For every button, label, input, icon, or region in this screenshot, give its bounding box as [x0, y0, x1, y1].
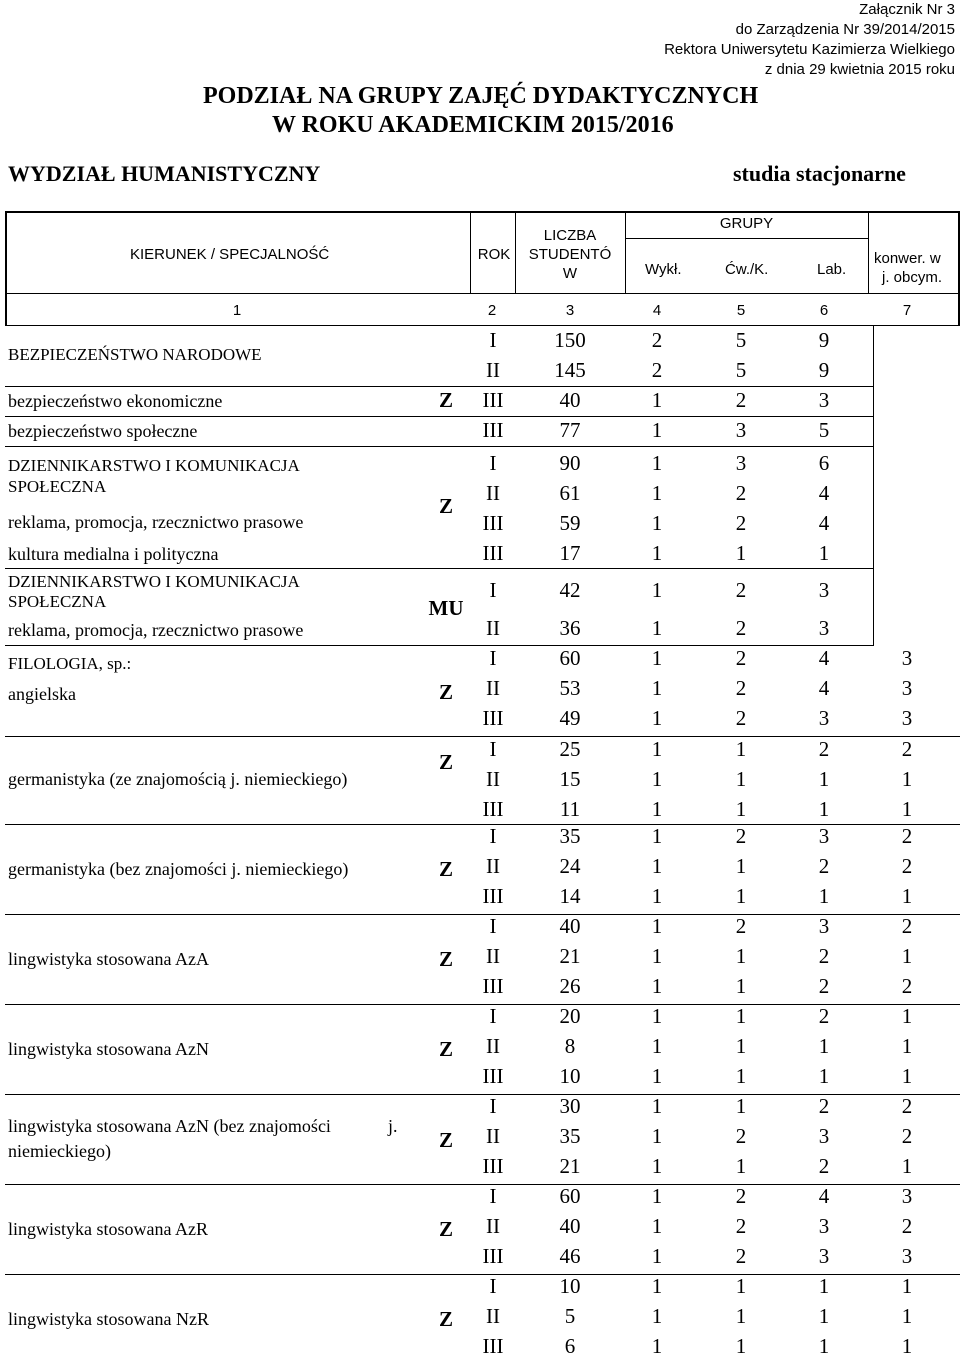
cell-rok: II — [486, 616, 500, 640]
cell-liczba: 40 — [559, 388, 581, 412]
cell-wykl: 1 — [651, 824, 663, 848]
cell-lab: 4 — [818, 676, 830, 700]
cell-lab: 3 — [818, 616, 830, 640]
cell-konw: 3 — [901, 676, 913, 700]
mode-marker: Z — [438, 388, 453, 412]
cell-rok: III — [482, 541, 504, 565]
cell-wykl: 1 — [651, 797, 663, 821]
label-bezpieczenstwo-spoleczne: bezpieczeństwo społeczne — [8, 421, 198, 441]
cell-rok: II — [486, 481, 500, 505]
cell-rok: III — [482, 388, 504, 412]
cell-konw: 2 — [901, 1124, 913, 1148]
cell-liczba: 150 — [554, 328, 586, 352]
cell-rok: I — [489, 1094, 497, 1118]
cell-lab: 4 — [818, 481, 830, 505]
cell-cw: 2 — [735, 706, 747, 730]
cell-wykl: 1 — [651, 418, 663, 442]
cell-liczba: 36 — [559, 616, 581, 640]
cell-cw: 1 — [735, 541, 747, 565]
cell-lab: 3 — [818, 388, 830, 412]
cell-konw: 2 — [901, 854, 913, 878]
cell-liczba: 10 — [559, 1274, 581, 1298]
cell-konw: 1 — [901, 1304, 913, 1328]
cell-rok: II — [486, 854, 500, 878]
cell-liczba: 26 — [559, 974, 581, 998]
cell-rok: II — [486, 1124, 500, 1148]
label-reklama-2: reklama, promocja, rzecznictwo prasowe — [8, 620, 304, 640]
cell-rok: III — [482, 1244, 504, 1268]
cell-rok: II — [486, 1214, 500, 1238]
cell-wykl: 1 — [651, 974, 663, 998]
cell-liczba: 5 — [564, 1304, 576, 1328]
cell-rok: III — [482, 1334, 504, 1358]
colnum-2: 2 — [487, 302, 497, 319]
cell-rok: I — [489, 328, 497, 352]
cell-cw: 2 — [735, 914, 747, 938]
cell-lab: 2 — [818, 737, 830, 761]
cell-wykl: 1 — [651, 578, 663, 602]
cell-konw: 3 — [901, 706, 913, 730]
label-lingwistyka-nzr: lingwistyka stosowana NzR — [8, 1309, 209, 1329]
cell-liczba: 77 — [559, 418, 581, 442]
cell-cw: 2 — [735, 481, 747, 505]
cell-rok: I — [489, 451, 497, 475]
cell-konw: 1 — [901, 944, 913, 968]
cell-wykl: 1 — [651, 1304, 663, 1328]
cell-cw: 1 — [735, 1334, 747, 1358]
colnum-7: 7 — [902, 302, 912, 319]
cell-liczba: 40 — [559, 914, 581, 938]
cell-wykl: 1 — [651, 451, 663, 475]
cell-rok: III — [482, 418, 504, 442]
cell-wykl: 1 — [651, 1244, 663, 1268]
colnum-5: 5 — [736, 302, 746, 319]
header-liczba-2: STUDENTÓ — [528, 246, 612, 263]
faculty-name: WYDZIAŁ HUMANISTYCZNY — [8, 161, 321, 186]
cell-wykl: 1 — [651, 1124, 663, 1148]
cell-wykl: 1 — [651, 481, 663, 505]
cell-cw: 2 — [735, 676, 747, 700]
cell-konw: 1 — [901, 767, 913, 791]
cell-cw: 1 — [735, 1094, 747, 1118]
cell-wykl: 1 — [651, 944, 663, 968]
cell-wykl: 1 — [651, 1154, 663, 1178]
label-lingwistyka-aza: lingwistyka stosowana AzA — [8, 949, 209, 969]
page-title-line2: W ROKU AKADEMICKIM 2015/2016 — [272, 112, 674, 138]
mode-marker: Z — [438, 1307, 453, 1331]
cell-cw: 1 — [735, 1154, 747, 1178]
cell-lab: 6 — [818, 451, 830, 475]
label-filologia: FILOLOGIA, sp.: — [8, 654, 132, 673]
cell-wykl: 1 — [651, 854, 663, 878]
cell-lab: 3 — [818, 914, 830, 938]
label-germanistyka-ze: germanistyka (ze znajomością j. niemieckiego) — [8, 769, 348, 789]
cell-liczba: 42 — [559, 578, 581, 602]
cell-konw: 3 — [901, 1184, 913, 1208]
label-reklama-1: reklama, promocja, rzecznictwo prasowe — [8, 512, 304, 532]
cell-lab: 9 — [818, 328, 830, 352]
cell-lab: 4 — [818, 511, 830, 535]
cell-wykl: 2 — [651, 358, 663, 382]
cell-rok: I — [489, 1004, 497, 1028]
cell-lab: 2 — [818, 1154, 830, 1178]
cell-liczba: 53 — [559, 676, 581, 700]
cell-liczba: 30 — [559, 1094, 581, 1118]
cell-liczba: 61 — [559, 481, 581, 505]
cell-wykl: 1 — [651, 914, 663, 938]
header-grupy: GRUPY — [719, 215, 774, 232]
cell-liczba: 25 — [559, 737, 581, 761]
header-rok: ROK — [477, 246, 511, 263]
header-konwer-2: j. obcym. — [882, 269, 943, 286]
cell-liczba: 10 — [559, 1064, 581, 1088]
header-konwer-1: konwer. w — [874, 250, 941, 267]
mode-marker: MU — [428, 596, 464, 620]
cell-lab: 1 — [818, 884, 830, 908]
cell-konw: 2 — [901, 914, 913, 938]
cell-wykl: 2 — [651, 328, 663, 352]
cell-rok: I — [489, 824, 497, 848]
mode-marker: Z — [438, 1128, 453, 1152]
cell-rok: III — [482, 706, 504, 730]
cell-cw: 1 — [735, 854, 747, 878]
cell-lab: 3 — [818, 1214, 830, 1238]
cell-liczba: 17 — [559, 541, 581, 565]
cell-wykl: 1 — [651, 1064, 663, 1088]
cell-liczba: 49 — [559, 706, 581, 730]
cell-lab: 4 — [818, 646, 830, 670]
cell-rok: III — [482, 797, 504, 821]
cell-wykl: 1 — [651, 1274, 663, 1298]
cell-wykl: 1 — [651, 737, 663, 761]
cell-wykl: 1 — [651, 884, 663, 908]
cell-cw: 1 — [735, 797, 747, 821]
cell-wykl: 1 — [651, 706, 663, 730]
cell-wykl: 1 — [651, 767, 663, 791]
mode-marker: Z — [438, 857, 453, 881]
header-liczba-3: W — [562, 265, 578, 282]
label-germanistyka-bez: germanistyka (bez znajomości j. niemieckiego) — [8, 859, 349, 879]
cell-lab: 2 — [818, 1094, 830, 1118]
colnum-6: 6 — [819, 302, 829, 319]
cell-konw: 3 — [901, 1244, 913, 1268]
cell-liczba: 40 — [559, 1214, 581, 1238]
header-kierunek: KIERUNEK / SPECJALNOŚĆ — [130, 246, 330, 263]
cell-cw: 2 — [735, 511, 747, 535]
cell-lab: 2 — [818, 974, 830, 998]
cell-liczba: 24 — [559, 854, 581, 878]
label-bezpieczenstwo-ekonomiczne: bezpieczeństwo ekonomiczne — [8, 391, 223, 411]
cell-lab: 1 — [818, 1064, 830, 1088]
cell-cw: 1 — [735, 1274, 747, 1298]
cell-cw: 2 — [735, 1214, 747, 1238]
cell-wykl: 1 — [651, 1184, 663, 1208]
cell-liczba: 46 — [559, 1244, 581, 1268]
cell-cw: 2 — [735, 824, 747, 848]
header-cw: Ćw./K. — [725, 261, 769, 278]
header-wykl: Wykł. — [645, 261, 682, 278]
cell-rok: III — [482, 884, 504, 908]
cell-liczba: 60 — [559, 1184, 581, 1208]
cell-lab: 1 — [818, 1034, 830, 1058]
colnum-4: 4 — [652, 302, 662, 319]
cell-wykl: 1 — [651, 1334, 663, 1358]
label-lingwistyka-azr: lingwistyka stosowana AzR — [8, 1219, 208, 1239]
cell-cw: 1 — [735, 884, 747, 908]
mode-marker: Z — [438, 1037, 453, 1061]
header-lab: Lab. — [817, 261, 847, 278]
cell-wykl: 1 — [651, 541, 663, 565]
label-dziennikarstwo-2b: SPOŁECZNA — [8, 592, 107, 611]
cell-liczba: 21 — [559, 944, 581, 968]
label-lingwistyka-azn-bez-1: lingwistyka stosowana AzN (bez znajomości — [8, 1116, 331, 1136]
cell-lab: 9 — [818, 358, 830, 382]
cell-cw: 1 — [735, 767, 747, 791]
cell-wykl: 1 — [651, 676, 663, 700]
cell-cw: 1 — [735, 1304, 747, 1328]
mode-marker: Z — [438, 1217, 453, 1241]
cell-rok: I — [489, 737, 497, 761]
cell-rok: II — [486, 1034, 500, 1058]
cell-liczba: 35 — [559, 1124, 581, 1148]
cell-rok: I — [489, 1274, 497, 1298]
cell-wykl: 1 — [651, 1034, 663, 1058]
cell-wykl: 1 — [651, 1094, 663, 1118]
label-dziennikarstwo-2a: DZIENNIKARSTWO I KOMUNIKACJA — [8, 572, 300, 591]
cell-lab: 5 — [818, 418, 830, 442]
cell-cw: 5 — [735, 358, 747, 382]
cell-konw: 1 — [901, 797, 913, 821]
cell-lab: 3 — [818, 1124, 830, 1148]
cell-rok: II — [486, 944, 500, 968]
mode-marker: Z — [438, 750, 453, 774]
cell-wykl: 1 — [651, 388, 663, 412]
annex-decree: do Zarządzenia Nr 39/2014/2015 — [735, 21, 955, 38]
cell-lab: 3 — [818, 706, 830, 730]
cell-lab: 4 — [818, 1184, 830, 1208]
cell-konw: 2 — [901, 824, 913, 848]
cell-liczba: 20 — [559, 1004, 581, 1028]
annex-number: Załącznik Nr 3 — [859, 1, 955, 18]
cell-rok: II — [486, 767, 500, 791]
cell-konw: 2 — [901, 1214, 913, 1238]
cell-cw: 2 — [735, 1124, 747, 1148]
study-mode: studia stacjonarne — [733, 161, 906, 186]
cell-lab: 3 — [818, 824, 830, 848]
cell-rok: I — [489, 914, 497, 938]
cell-cw: 1 — [735, 1004, 747, 1028]
cell-rok: I — [489, 578, 497, 602]
cell-cw: 2 — [735, 616, 747, 640]
annex-date: z dnia 29 kwietnia 2015 roku — [764, 61, 955, 78]
cell-lab: 3 — [818, 1244, 830, 1268]
cell-rok: II — [486, 676, 500, 700]
cell-liczba: 60 — [559, 646, 581, 670]
cell-cw: 3 — [735, 418, 747, 442]
cell-lab: 1 — [818, 1304, 830, 1328]
mode-marker: Z — [438, 494, 453, 518]
cell-cw: 5 — [735, 328, 747, 352]
header-liczba-1: LICZBA — [543, 227, 597, 244]
cell-konw: 2 — [901, 1094, 913, 1118]
cell-liczba: 6 — [564, 1334, 576, 1358]
cell-lab: 1 — [818, 1274, 830, 1298]
cell-lab: 1 — [818, 541, 830, 565]
cell-liczba: 59 — [559, 511, 581, 535]
cell-wykl: 1 — [651, 511, 663, 535]
cell-liczba: 90 — [559, 451, 581, 475]
cell-liczba: 21 — [559, 1154, 581, 1178]
cell-rok: III — [482, 511, 504, 535]
cell-konw: 1 — [901, 1004, 913, 1028]
mode-marker: Z — [438, 947, 453, 971]
cell-liczba: 14 — [559, 884, 581, 908]
cell-cw: 2 — [735, 1184, 747, 1208]
cell-rok: II — [486, 358, 500, 382]
cell-cw: 1 — [735, 1064, 747, 1088]
cell-cw: 1 — [735, 974, 747, 998]
cell-cw: 1 — [735, 944, 747, 968]
cell-konw: 1 — [901, 1064, 913, 1088]
cell-lab: 1 — [818, 1334, 830, 1358]
label-lingwistyka-azn: lingwistyka stosowana AzN — [8, 1039, 209, 1059]
cell-liczba: 145 — [554, 358, 586, 382]
cell-liczba: 15 — [559, 767, 581, 791]
label-lingwistyka-azn-bez-j: j. — [388, 1116, 398, 1136]
cell-cw: 3 — [735, 451, 747, 475]
cell-rok: III — [482, 1064, 504, 1088]
cell-lab: 2 — [818, 1004, 830, 1028]
cell-rok: I — [489, 646, 497, 670]
annex-rector: Rektora Uniwersytetu Kazimierza Wielkiego — [664, 41, 955, 58]
colnum-1: 1 — [232, 302, 242, 319]
cell-cw: 1 — [735, 1034, 747, 1058]
cell-liczba: 8 — [564, 1034, 576, 1058]
colnum-3: 3 — [565, 302, 575, 319]
cell-cw: 1 — [735, 737, 747, 761]
cell-rok: I — [489, 1184, 497, 1208]
cell-wykl: 1 — [651, 646, 663, 670]
cell-konw: 1 — [901, 1034, 913, 1058]
cell-rok: III — [482, 974, 504, 998]
mode-marker: Z — [438, 680, 453, 704]
cell-cw: 2 — [735, 646, 747, 670]
cell-konw: 1 — [901, 1334, 913, 1358]
cell-konw: 2 — [901, 737, 913, 761]
cell-konw: 2 — [901, 974, 913, 998]
cell-cw: 2 — [735, 578, 747, 602]
cell-konw: 1 — [901, 884, 913, 908]
label-dziennikarstwo-1b: SPOŁECZNA — [8, 477, 107, 496]
cell-wykl: 1 — [651, 1004, 663, 1028]
label-lingwistyka-azn-bez-2: niemieckiego) — [8, 1141, 111, 1161]
cell-cw: 2 — [735, 1244, 747, 1268]
cell-konw: 1 — [901, 1154, 913, 1178]
cell-konw: 1 — [901, 1274, 913, 1298]
cell-lab: 1 — [818, 767, 830, 791]
cell-wykl: 1 — [651, 616, 663, 640]
label-dziennikarstwo-1a: DZIENNIKARSTWO I KOMUNIKACJA — [8, 456, 300, 475]
cell-wykl: 1 — [651, 1214, 663, 1238]
cell-liczba: 35 — [559, 824, 581, 848]
cell-liczba: 11 — [559, 797, 581, 821]
cell-konw: 3 — [901, 646, 913, 670]
cell-rok: II — [486, 1304, 500, 1328]
page-title-line1: PODZIAŁ NA GRUPY ZAJĘĆ DYDAKTYCZNYCH — [203, 83, 759, 109]
label-kultura-medialna: kultura medialna i polityczna — [8, 544, 219, 564]
cell-rok: III — [482, 1154, 504, 1178]
cell-lab: 2 — [818, 854, 830, 878]
cell-lab: 2 — [818, 944, 830, 968]
cell-lab: 1 — [818, 797, 830, 821]
cell-cw: 2 — [735, 388, 747, 412]
label-angielska: angielska — [8, 684, 76, 704]
cell-lab: 3 — [818, 578, 830, 602]
label-bezpieczenstwo-narodowe: BEZPIECZEŃSTWO NARODOWE — [8, 345, 262, 364]
